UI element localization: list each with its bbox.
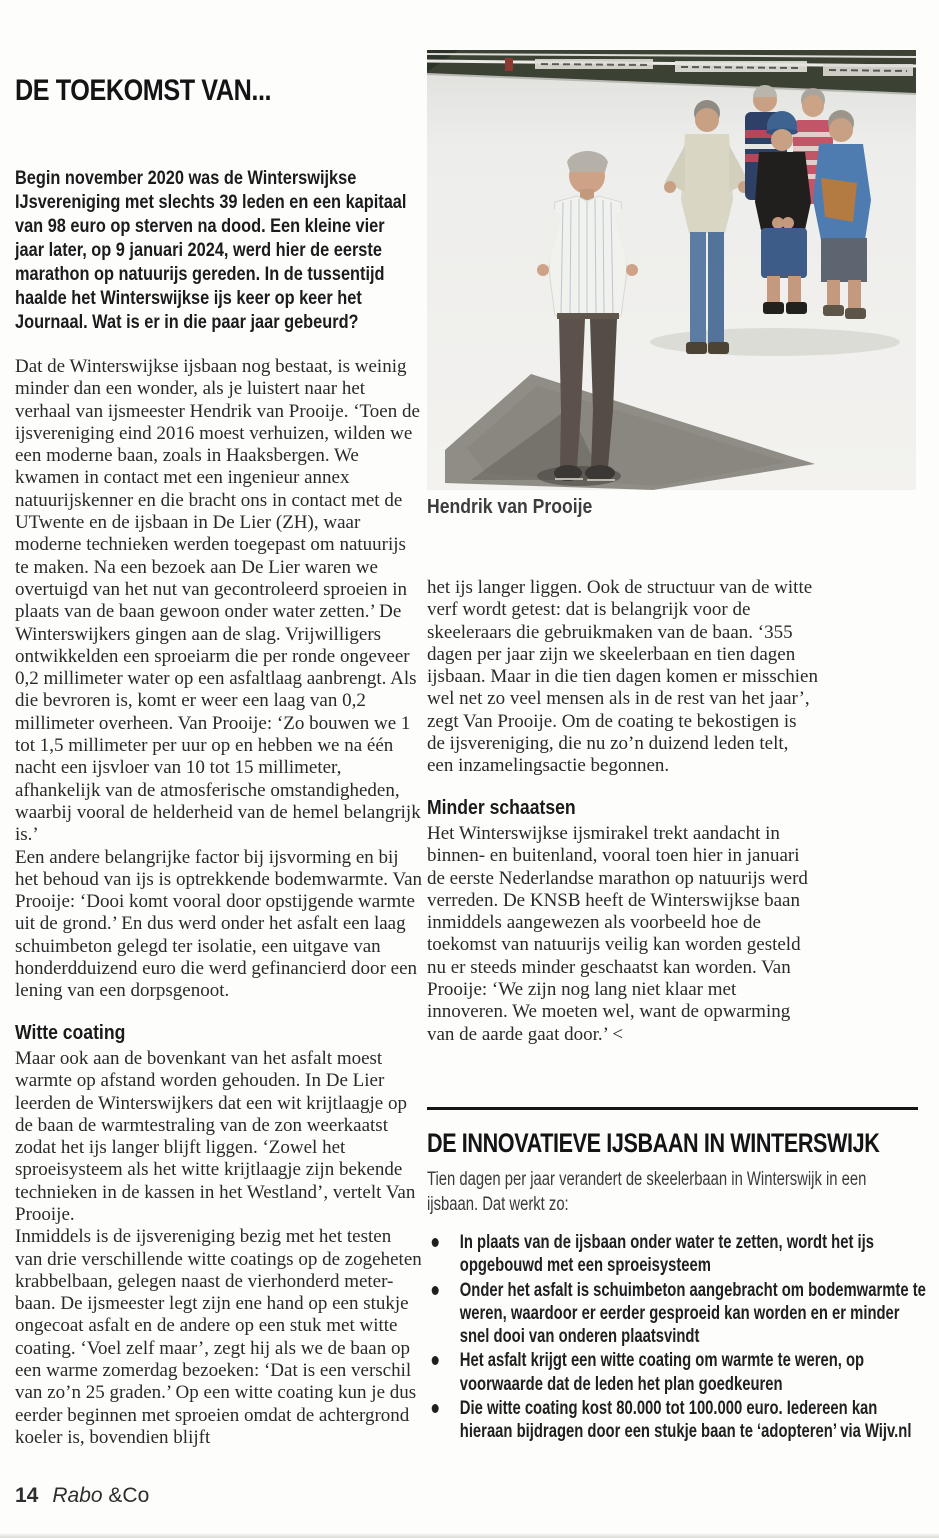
subheading-minder-schaatsen: Minder schaatsen	[427, 796, 576, 819]
bullet-item	[427, 1397, 926, 1444]
section-kicker: DE TOEKOMST VAN...	[15, 74, 272, 108]
bullet-icon	[432, 1356, 439, 1365]
body-paragraph: Dat de Winterswijkse ijsbaan nog bestaat, is weinig minder dan een wonder, als je luistert naar het verhaal van ijsmeester Hendrik van Prooije. ‘Toen de ijsvereniging eind 2016 moest verhuizen, wilden we een moderne baan, zoals in Haaksbergen. We kwamen in contact met een ingenieur annex natuurijskenner en die bracht ons in contact met de UTwente en de ijsbaan in De Lier (ZH), waar moderne technieken werden toegepast om natuurijs te maken. Na een bezoek aan De Lier waren we overtuigd van het nut van gecontroleerd sproeien in plaats van de baan gewoon onder water zetten.’ De Winterswijkers gingen aan de slag. Vrijwilligers ontwikkelden een sproeiarm die per ronde ongeveer 0,2 millimeter water op een asfaltlaag aanbrengt. Als die bevroren is, komt er weer een laag van 0,2 millimeter overheen. Van Prooije: ‘Zo bouwen we 1 tot 1,5 millimeter per uur op en hebben we na één nacht een ijsvloer van 10 tot 15 millimeter, afhankelijk van de atmosferische omstandigheden, waarbij vooral de helderheid van de hemel belangrijk is.’	[15, 356, 421, 846]
left-column	[15, 356, 422, 1449]
body-paragraph: Het Winterswijkse ijsmirakel trekt aandacht in binnen- en buitenland, vooral toen hier in januari de eerste Nederlandse marathon op natuurijs werd verreden. De KNSB heeft de Winterswijkse baan inmiddels aangewezen als voorbeeld hoe de toekomst van natuurijs veilig kan worden gesteld nu er steeds minder geschaatst kan worden. Van Prooije: ‘We zijn nog lang niet klaar met innoveren. We moeten wel, want de opwarming van de aarde gaat door.’ <	[427, 822, 808, 1045]
subheading-witte-coating: Witte coating	[15, 1021, 126, 1044]
body-paragraph: Maar ook aan de bovenkant van het asfalt moest warmte op afstand worden gehouden. In De Lier leerden de Winterswijkers dat een wit krijtlaagje op de baan de warmtestraling van de zon weerkaatst zodat het ijs langer blijft liggen. ‘Zowel het sproeisysteem als het witte krijtlaagje zijn bekende technieken in de kassen in het Westland’, vertelt Van Prooije.	[15, 1047, 416, 1225]
tan-jacket	[821, 178, 857, 222]
bullet-item	[427, 1349, 926, 1396]
bullet-item	[427, 1279, 926, 1349]
rink-photo-illustration	[427, 50, 916, 490]
page-number: 14	[15, 1484, 39, 1507]
body-paragraph: Inmiddels is de ijsvereniging bezig met het testen van drie verschillende witte coatings op de zogeheten krabbelbaan, gelegen naast de vierhonderd meter-baan. De ijsmeester legt zijn ene hand op een stukje ongecoat asfalt en de andere op een stuk met witte coating. ‘Voel zelf maar’, zegt hij als we de baan op een warme zomerdag bezoeken: ‘Dat is een verschil van zo’n 25 graden.’ Op een witte coating kun je dus eerder beginnen met sproeien omdat de achtergrond koeler is, bovendien blijft	[15, 1226, 422, 1448]
bullet-item	[427, 1231, 926, 1278]
info-box-title: DE INNOVATIEVE IJSBAAN IN WINTERSWIJK	[427, 1128, 880, 1158]
photo-caption: Hendrik van Prooije	[427, 496, 593, 518]
info-box	[427, 1128, 939, 1445]
bullet-text: Onder het asfalt is schuimbeton aangebracht om bodemwarmte te weren, waardoor er eerder gesproeid kan worden en er minder snel dooi van onderen plaatsvindt	[459, 1279, 926, 1348]
right-column	[427, 577, 819, 1046]
bullet-text: Die witte coating kost 80.000 tot 100.000 euro. Iedereen kan hieraan bijdragen door een stukje baan te ‘adopteren’ via Wijv.nl	[459, 1398, 912, 1443]
section-divider	[427, 1107, 918, 1110]
bullet-icon	[432, 1286, 439, 1295]
magazine-name: Rabo	[52, 1484, 103, 1507]
info-box-intro: Tien dagen per jaar verandert de skeelerbaan in Winterswijk in een ijsbaan. Dat werkt zo:	[427, 1169, 867, 1215]
bullet-text: In plaats van de ijsbaan onder water te zetten, wordt het ijs opgebouwd met een sproeisysteem	[459, 1232, 875, 1277]
body-paragraph: Een andere belangrijke factor bij ijsvorming en bij het behoud van ijs is optrekkende bodemwarmte. Van Prooije: ‘Dooi komt vooral door opstijgende warmte uit de grond.’ En dus werd onder het asfalt een laag schuimbeton gelegd ter isolatie, een uitgave van honderdduizend euro die werd gefinancierd door een lening van een dorpsgenoot.	[15, 846, 422, 1002]
red-marker	[505, 58, 513, 71]
bullet-icon	[432, 1238, 439, 1247]
info-box-bullet-list	[427, 1231, 926, 1444]
article-lead: Begin november 2020 was de Winterswijkse IJsvereniging met slechts 39 leden en een kapitaal van 98 euro op sterven na dood. Een kleine vier jaar later, op 9 januari 2024, werd hier de eerste marathon op natuurijs gereden. In de tussentijd haalde het Winterswijkse ijs keer op keer het Journaal. Wat is er in die paar jaar gebeurd?	[15, 168, 407, 333]
rink-photo	[427, 50, 916, 490]
body-paragraph: het ijs langer liggen. Ook de structuur van de witte verf wordt getest: dat is belangrijk voor de skeeleraars die gebruikmaken van de baan. ‘355 dagen per jaar zijn we skeelerbaan en tien dagen ijsbaan. Maar in die tien dagen komen er misschien wel net zo veel mensen als in de rest van het jaar’, zegt Van Prooije. Om de coating te bekostigen is de ijsvereniging, die nu zo’n duizend leden telt, een inzamelingsactie begonnen.	[427, 577, 818, 777]
magazine-name-suffix: &Co	[108, 1484, 150, 1507]
bullet-text: Het asfalt krijgt een witte coating om warmte te weren, op voorwaarde dat de leden het plan goedkeuren	[459, 1350, 865, 1395]
page-footer	[15, 1484, 149, 1508]
bullet-icon	[432, 1404, 439, 1413]
